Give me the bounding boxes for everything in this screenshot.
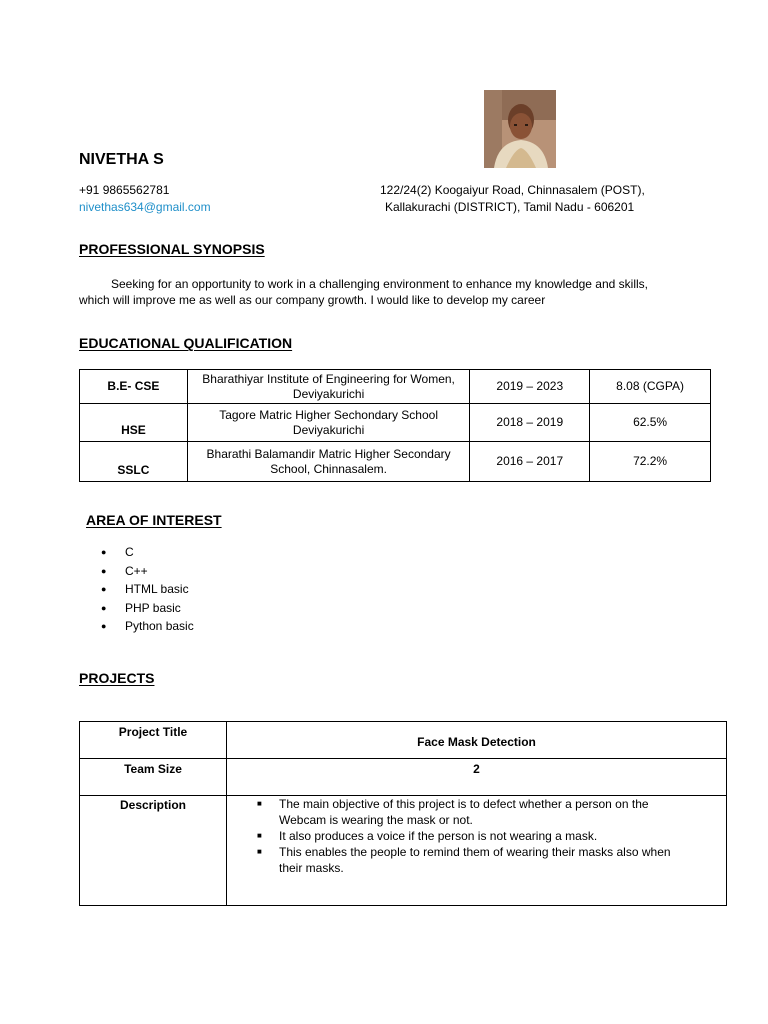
degree-cell: HSE [80,404,188,442]
list-item: ■ This enables the people to remind them of wearing their masks also when their masks. [257,845,671,875]
bullet-icon: ● [101,584,107,594]
institution-cell: Bharathi Balamandir Matric Higher Secondary School, Chinnasalem. [187,442,470,482]
team-size-value: 2 [227,759,727,796]
bullet-icon: ● [101,547,107,557]
projects-table [79,721,727,906]
education-heading: EDUCATIONAL QUALIFICATION [79,335,293,351]
email-link[interactable]: nivethas634@gmail.com [79,200,211,214]
bullet-icon: ● [101,621,107,631]
list-item: ■ The main objective of this project is to defect whether a person on the Webcam is wearing the mask or not. [257,797,649,827]
candidate-name: NIVETHA S [79,151,164,168]
description-list [227,796,696,876]
list-item: ● Python basic [101,617,194,636]
phone-number: +91 9865562781 [79,183,170,197]
synopsis-heading: PROFESSIONAL SYNOPSIS [79,241,265,257]
table-row [80,796,727,906]
bullet-icon: ● [101,565,107,576]
synopsis-text: Seeking for an opportunity to work in a challenging environment to enhance my knowledge and skills, which will improve me as well as our company growth. I would like to develop my career [79,277,648,307]
institution-cell: Tagore Matric Higher Sechondary School Deviyakurichi [187,404,470,442]
years-cell: 2016 – 2017 [470,442,590,482]
institution-cell: Bharathiyar Institute of Engineering for Women, Deviyakurichi [187,370,470,404]
list-item: ● PHP basic [101,599,194,618]
bullet-icon: ● [101,602,107,613]
square-bullet-icon: ■ [257,847,262,856]
list-item: ● C++ [101,562,194,581]
interest-list [101,543,194,636]
list-item: ● C [101,543,194,562]
table-row [80,442,711,482]
description-cell [227,796,727,906]
square-bullet-icon: ■ [257,831,262,840]
score-cell: 72.2% [590,442,711,482]
address-line-2: Kallakurachi (DISTRICT), Tamil Nadu - 606201 [385,200,635,214]
score-cell: 62.5% [590,404,711,442]
list-item: ● HTML basic [101,580,194,599]
years-cell: 2018 – 2019 [470,404,590,442]
list-item: ■ It also produces a voice if the person is not wearing a mask. [257,829,598,843]
projects-heading: PROJECTS [79,670,155,686]
description-label: Description [80,796,227,906]
interest-heading: AREA OF INTEREST [86,512,222,528]
education-table [79,369,711,482]
project-title-value: Face Mask Detection [227,722,727,759]
table-row [80,722,727,759]
table-row [80,759,727,796]
square-bullet-icon: ■ [257,799,262,808]
project-title-label: Project Title [80,722,227,759]
address-line-1: 122/24(2) Koogaiyur Road, Chinnasalem (POST), [380,183,645,197]
degree-cell: B.E- CSE [80,370,188,404]
score-cell: 8.08 (CGPA) [590,370,711,404]
degree-cell: SSLC [80,442,188,482]
profile-photo [484,90,556,168]
years-cell: 2019 – 2023 [470,370,590,404]
team-size-label: Team Size [80,759,227,796]
table-row [80,404,711,442]
table-row [80,370,711,404]
